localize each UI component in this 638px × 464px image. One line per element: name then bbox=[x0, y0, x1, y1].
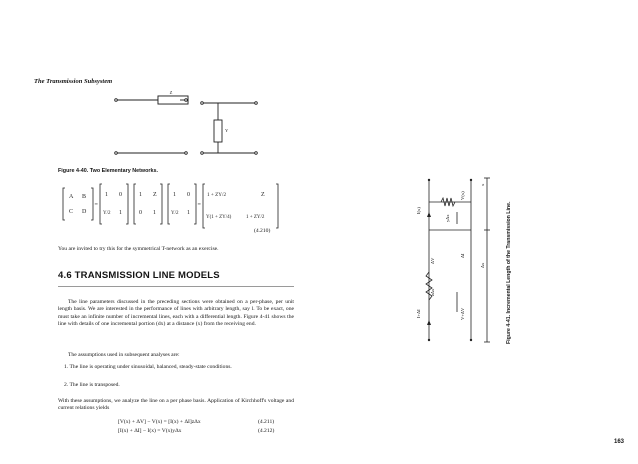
equation-number-4-211: (4.211) bbox=[258, 419, 275, 425]
terminal-node bbox=[428, 339, 430, 341]
m3-11: 1 bbox=[173, 192, 176, 198]
terminal-node bbox=[185, 152, 188, 155]
label-x: x bbox=[480, 183, 485, 186]
assumption-item: 1. The line is operating under sinusoidal, balanced, steady-state conditions. bbox=[64, 364, 232, 370]
m3-12: 0 bbox=[187, 192, 190, 198]
m3-21: Y/2 bbox=[171, 211, 179, 216]
terminal-node bbox=[428, 179, 430, 181]
m3-22: 1 bbox=[187, 210, 190, 216]
running-header: The Transmission Subsystem bbox=[34, 78, 113, 85]
body-paragraph: The line parameters discussed in the preceding sections were obtained on a per-phase, per unit length basis. We are interested in the performance of lines with arbitrary length, say l. To be exact, one must take an infinite number of incremental lines, each with a differential length. Figure 4-41 shows the line with details of one incremental portion (dx) at a distance (x) from the receiving end. bbox=[58, 299, 294, 328]
m2-21: 0 bbox=[139, 210, 142, 216]
abcd-b: B bbox=[82, 194, 87, 200]
m1-22: 1 bbox=[119, 210, 122, 216]
equation-number-4-212: (4.212) bbox=[258, 428, 275, 434]
result-21: Y(1 + ZY/4) bbox=[206, 215, 232, 220]
m1-11: 1 bbox=[105, 192, 108, 198]
m2-12: Z bbox=[153, 192, 157, 198]
terminal-node bbox=[201, 102, 204, 105]
closing-paragraph: With these assumptions, we analyze the line on a per phase basis. Application of Kirchhoff's voltage and current relations yields bbox=[58, 398, 294, 412]
shunt-label: Y bbox=[225, 128, 229, 133]
equation-4-211: [V(x) + ΔV] − V(x) = [I(x) + ΔI]zΔx bbox=[118, 419, 201, 425]
m2-22: 1 bbox=[153, 210, 156, 216]
terminal-node bbox=[185, 99, 188, 102]
figure-4-40-networks bbox=[110, 85, 260, 160]
terminal-node bbox=[115, 99, 118, 102]
figure-4-41-caption: Figure 4-41. Incremental Length of the Transmission Line. bbox=[506, 201, 512, 344]
label-delta-v: ΔV bbox=[430, 257, 435, 264]
invite-text: You are invited to try this for the symmetrical T-network as an exercise. bbox=[58, 246, 219, 252]
label-z-dx: zΔx bbox=[430, 288, 435, 296]
result-12: Z bbox=[261, 192, 265, 198]
result-11: 1 + ZY/2 bbox=[207, 192, 227, 198]
terminal-node bbox=[470, 179, 472, 181]
assumptions-intro: The assumptions used in subsequent analyses are: bbox=[68, 352, 180, 358]
equals-sign: = bbox=[94, 202, 98, 208]
label-delta-i: ΔI bbox=[460, 253, 465, 258]
label-v-plus-dv: V+ΔV bbox=[460, 307, 465, 320]
equation-number-4-210: (4.210) bbox=[254, 228, 271, 234]
terminal-node bbox=[201, 152, 204, 155]
shunt-admittance-box bbox=[214, 120, 222, 142]
section-heading: 4.6 TRANSMISSION LINE MODELS bbox=[58, 270, 220, 281]
label-y-dx: yΔx bbox=[445, 214, 450, 222]
figure-4-40-caption: Figure 4-40. Two Elementary Networks. bbox=[58, 168, 158, 174]
matrix-equation bbox=[60, 180, 282, 238]
terminal-node bbox=[255, 152, 258, 155]
series-label: Z bbox=[169, 90, 173, 95]
terminal-node bbox=[255, 102, 258, 105]
equals-sign: = bbox=[197, 202, 201, 208]
terminal-node bbox=[115, 152, 118, 155]
m2-11: 1 bbox=[139, 192, 142, 198]
label-i-x: I(x) bbox=[416, 207, 421, 214]
label-dx: Δx bbox=[480, 262, 485, 268]
equation-4-212: [I(x) + ΔI] − I(x) = V(x)yΔx bbox=[118, 428, 182, 434]
label-i-plus-di: I+ΔI bbox=[416, 309, 421, 318]
abcd-d: D bbox=[82, 209, 87, 215]
page-number: 163 bbox=[613, 439, 624, 445]
current-arrow bbox=[427, 320, 431, 325]
abcd-a: A bbox=[69, 194, 74, 200]
abcd-c: C bbox=[69, 209, 74, 215]
label-v-x: V(x) bbox=[460, 191, 465, 200]
figure-4-41-diagram bbox=[405, 172, 497, 348]
current-arrow bbox=[427, 212, 431, 217]
m1-12: 0 bbox=[119, 192, 122, 198]
result-22: 1 + ZY/2 bbox=[246, 215, 265, 220]
terminal-node bbox=[470, 339, 472, 341]
section-rule bbox=[58, 286, 294, 287]
assumption-item: 2. The line is transposed. bbox=[64, 382, 120, 388]
m1-21: Y/2 bbox=[103, 211, 111, 216]
